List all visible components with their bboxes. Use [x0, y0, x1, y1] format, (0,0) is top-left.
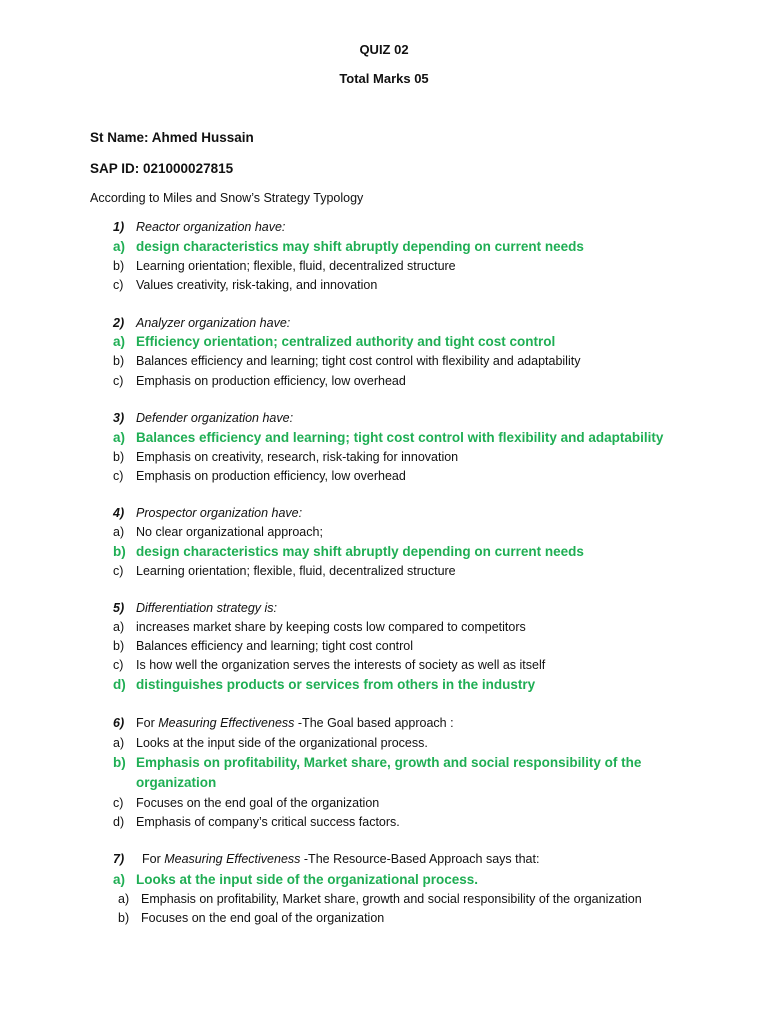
- option-text: increases market share by keeping costs low compared to competitors: [136, 620, 526, 634]
- option-label: a): [113, 239, 126, 254]
- option-label: c): [113, 796, 124, 810]
- question-number: 3): [113, 411, 125, 425]
- student-name: St Name: Ahmed Hussain: [90, 130, 254, 145]
- option-label: d): [113, 677, 126, 692]
- option-text: Emphasis of company’s critical success factors.: [136, 815, 400, 829]
- sap-id: SAP ID: 021000027815: [90, 161, 234, 176]
- option-label: c): [113, 469, 124, 483]
- option-text: design characteristics may shift abruptly depending on current needs: [136, 544, 584, 559]
- option-label: b): [113, 755, 126, 770]
- option-label: a): [113, 334, 126, 349]
- option-text: organization: [136, 775, 217, 790]
- option-text: Values creativity, risk-taking, and innovation: [136, 278, 378, 292]
- option-text: Is how well the organization serves the interests of society as well as itself: [136, 658, 546, 672]
- option-label: b): [118, 911, 130, 925]
- option-label: a): [113, 736, 125, 750]
- question-text: For Measuring Effectiveness -The Resource-Based Approach says that:: [142, 852, 540, 866]
- option-label: b): [113, 259, 125, 273]
- option-label: b): [113, 544, 126, 559]
- option-text: Looks at the input side of the organizational process.: [136, 736, 428, 750]
- question-number: 2): [113, 316, 125, 330]
- option-text: distinguishes products or services from others in the industry: [136, 677, 536, 692]
- question-number: 5): [113, 601, 125, 615]
- option-label: b): [113, 639, 125, 653]
- option-label: c): [113, 278, 124, 292]
- option-text: Focuses on the end goal of the organization: [141, 911, 385, 925]
- option-label: b): [113, 354, 125, 368]
- question-number: 7): [113, 852, 125, 866]
- question-text: Defender organization have:: [136, 411, 294, 425]
- option-text: Learning orientation; flexible, fluid, decentralized structure: [136, 259, 456, 273]
- option-text: Emphasis on production efficiency, low overhead: [136, 469, 406, 483]
- question-text: Differentiation strategy is:: [136, 601, 278, 615]
- option-label: a): [113, 872, 126, 887]
- option-text: Emphasis on creativity, research, risk-taking for innovation: [136, 450, 459, 464]
- option-text: Balances efficiency and learning; tight cost control with flexibility and adaptability: [136, 354, 581, 368]
- option-text: Emphasis on profitability, Market share, growth and social responsibility of the: [136, 755, 642, 770]
- option-label: c): [113, 374, 124, 388]
- option-text: design characteristics may shift abruptly depending on current needs: [136, 239, 584, 254]
- question-text: Reactor organization have:: [136, 220, 286, 234]
- option-label: a): [113, 525, 125, 539]
- option-text: Efficiency orientation; centralized authority and tight cost control: [136, 334, 556, 349]
- option-text: No clear organizational approach;: [136, 525, 323, 539]
- option-text: Emphasis on production efficiency, low overhead: [136, 374, 406, 388]
- question-number: 6): [113, 716, 125, 730]
- total-marks: Total Marks 05: [339, 71, 429, 86]
- option-label: c): [113, 564, 124, 578]
- question-text: Analyzer organization have:: [136, 316, 291, 330]
- option-text: Balances efficiency and learning; tight cost control: [136, 639, 414, 653]
- option-label: b): [113, 450, 125, 464]
- question-text: For Measuring Effectiveness -The Goal based approach :: [136, 716, 454, 730]
- option-label: a): [113, 430, 126, 445]
- option-label: c): [113, 658, 124, 672]
- question-text: Prospector organization have:: [136, 506, 303, 520]
- question-number: 1): [113, 220, 125, 234]
- option-label: a): [118, 892, 130, 906]
- option-text: Looks at the input side of the organizational process.: [136, 872, 479, 887]
- option-label: d): [113, 815, 125, 829]
- quiz-title: QUIZ 02: [359, 42, 409, 57]
- option-text: Emphasis on profitability, Market share, growth and social responsibility of the organization: [141, 892, 642, 906]
- question-number: 4): [113, 506, 125, 520]
- option-label: a): [113, 620, 125, 634]
- intro-text: According to Miles and Snow’s Strategy Typology: [90, 191, 364, 205]
- option-text: Balances efficiency and learning; tight cost control with flexibility and adaptability: [136, 430, 664, 445]
- option-text: Learning orientation; flexible, fluid, decentralized structure: [136, 564, 456, 578]
- option-text: Focuses on the end goal of the organization: [136, 796, 380, 810]
